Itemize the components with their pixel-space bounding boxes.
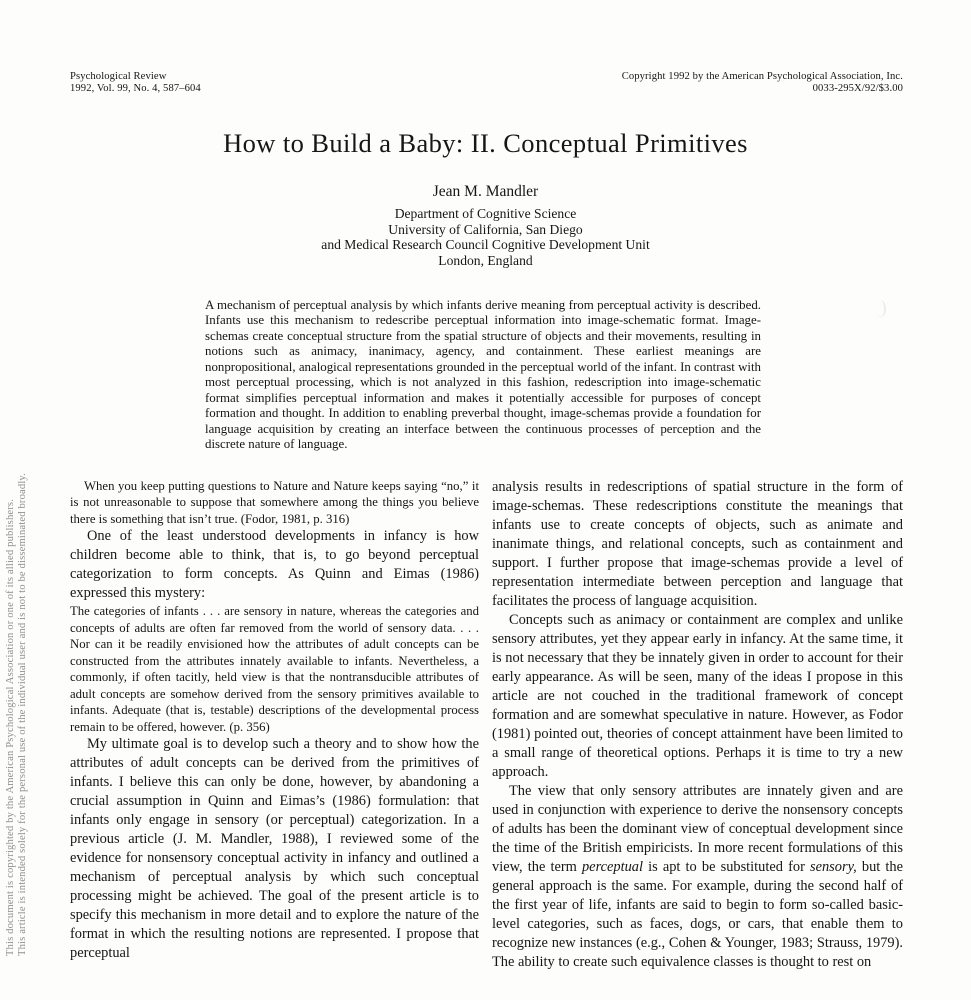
page-title: How to Build a Baby: II. Conceptual Primitives: [223, 128, 748, 158]
paragraph-segment: is apt to be substituted for: [643, 859, 810, 875]
epigraph-quote: When you keep putting questions to Nature and Nature keeps saying “no,” it is not unreasonable to suppose that somewhere among the things you believe there is something that isn’t true. (Fodor, 1981, p. 316): [70, 479, 479, 526]
affiliation-line: Department of Cognitive Science: [394, 206, 577, 221]
copyright-line: Copyright 1992 by the American Psychological Association, Inc.: [621, 71, 903, 82]
vertical-copyright-sidebar: [5, 338, 28, 956]
journal-citation: [70, 71, 201, 95]
paragraph-segment: but the general approach is the same. For example, during the second half of the first year of life, infants are said to begin to form so-called basic-level categories, such as faces, dogs, or cars, that enable them to recognize new instances (e.g., Cohen & Younger, 1983; Strauss, 1979). The ability to create such equivalence classes is thought to rest on: [492, 859, 904, 970]
journal-name: Psychological Review: [70, 71, 167, 82]
italic-term: sensory,: [810, 859, 857, 875]
affiliation-line: London, England: [438, 252, 533, 268]
sidebar-copyright-line: This document is copyrighted by the American Psychological Association or one of its allied publishers.: [5, 498, 16, 956]
block-quote: The categories of infants . . . are sensory in nature, whereas the categories and concepts of adults are often far removed from the world of sensory data. . . . Nor can it be readily envisioned how the attributes of adult concepts can be constructed from the attributes innately available to infants. Nevertheless, a commonly, if often tacitly, held view is that the nontransducible attributes of adult concepts are somehow derived from the sensory primitives available to infants. Adequate (that is, testable) descriptions of the developmental process remain to be offered, however. (p. 356): [70, 604, 479, 734]
abstract: A mechanism of perceptual analysis by which infants derive meaning from perceptual activity is described. Infants use this mechanism to redescribe perceptual information into image-schematic format. Image-schemas create conceptual structure from the spatial structure of objects and their movements, resulting in notions such as animacy, inanimacy, agency, and containment. These earliest meanings are nonpropositional, analogical representations grounded in the perceptual world of the infant. In contrast with most perceptual processing, which is not analyzed in this fashion, redescription into image-schematic format simplifies perceptual information and makes it potentially accessible for purposes of concept formation and thought. In addition to enabling preverbal thought, image-schemas provide a foundation for language acquisition by creating an interface between the continuous processes of perception and the discrete nature of language.: [205, 298, 761, 452]
affiliation-line: and Medical Research Council Cognitive Development Unit: [321, 237, 650, 253]
right-column: [492, 478, 903, 1000]
copyright-notice: [622, 71, 903, 95]
body-paragraph: analysis results in redescriptions of spatial structure in the form of image-schemas. These redescriptions constitute the meanings that infants use to create concepts of objects, such as animate and inanimate things, and relational concepts, such as containment and support. I further propose that image-schemas provide a level of representation intermediate between perception and language that facilitates the process of language acquisition.: [492, 479, 903, 609]
left-column: [70, 478, 479, 1000]
author-name: Jean M. Mandler: [432, 183, 539, 200]
affiliation-line: University of California, San Diego: [388, 221, 583, 237]
sidebar-usage-line: This article is intended solely for the personal use of the individual user and is not to be disseminated broadly.: [17, 472, 28, 956]
italic-term: perceptual: [581, 859, 643, 875]
scan-artifact: [876, 300, 886, 317]
journal-issue: 1992, Vol. 99, No. 4, 587–604: [70, 82, 201, 94]
body-paragraph: My ultimate goal is to develop such a theory and to show how the attributes of adult concepts can be derived from the primitives of infants. I believe this can only be done, however, by abandoning a crucial assumption in Quinn and Eimas’s (1986) formulation: that infants only engage in sensory (or perceptual) categorization. In a previous article (J. M. Mandler, 1988), I reviewed some of the evidence for nonsensory conceptual activity in infancy and outlined a mechanism of perceptual analysis by which such conceptual processing might be achieved. The goal of the present article is to specify this mechanism in more detail and to explore the nature of the format in which the resulting notions are represented. I propose that perceptual: [70, 735, 479, 961]
body-paragraph: [492, 782, 903, 972]
body-paragraph: Concepts such as animacy or containment are complex and unlike sensory attributes, yet they appear early in infancy. At the same time, it is not necessary that they be innately given in order to account for their early appearance. As will be seen, many of the ideas I propose in this article are not couched in the traditional framework of concept formation and are somewhat speculative in nature. However, as Fodor (1981) pointed out, theories of concept attainment have been limited to a small range of theoretical options. Perhaps it is time to try a new approach.: [492, 612, 903, 780]
body-paragraph: One of the least understood developments in infancy is how children become able to think, that is, to go beyond perceptual categorization to form concepts. As Quinn and Eimas (1986) expressed this mystery:: [70, 528, 479, 602]
paragraph-segment: The view that only sensory attributes are innately given and are used in conjunction with experience to derive the nonsensory concepts of adults has been the dominant view of conceptual development since the time of the British empiricists. In more recent formulations of this view, the term: [492, 783, 903, 875]
byline-block: [0, 183, 971, 268]
issn-price-line: 0033-295X/92/$3.00: [812, 82, 903, 94]
